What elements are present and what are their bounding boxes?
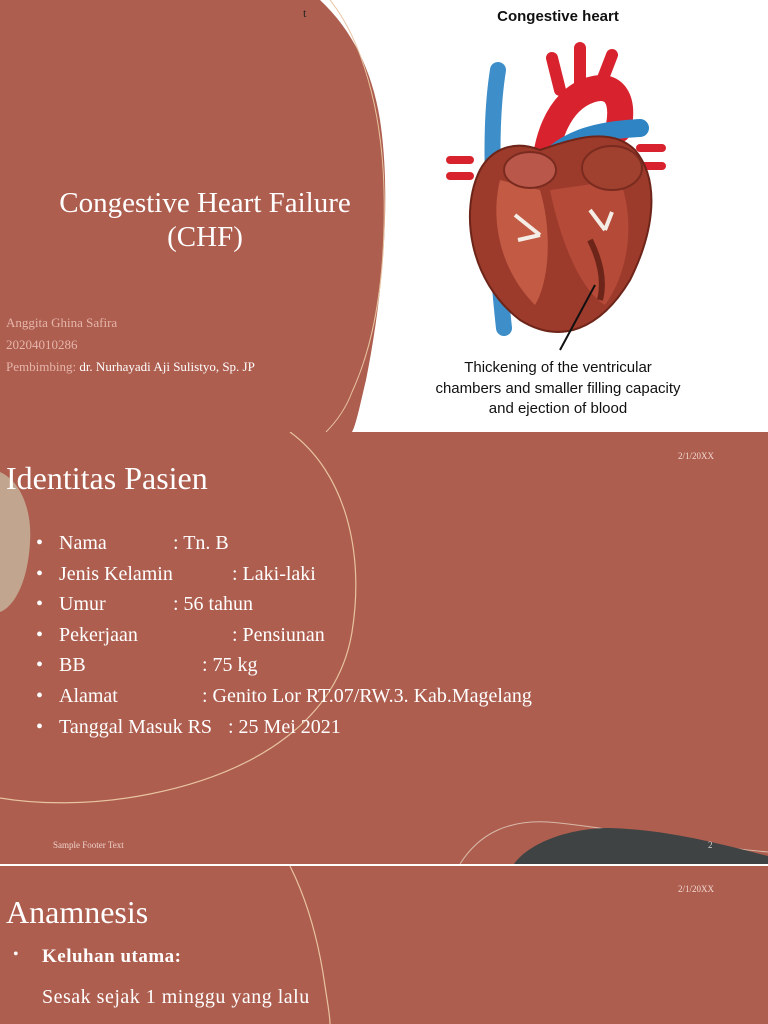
slide-footer: Sample Footer Text	[53, 840, 124, 850]
heart-image-caption	[410, 358, 706, 420]
slide-title	[0, 0, 768, 432]
caption-line-1: Thickening of the ventricular	[464, 359, 652, 376]
item-label: Jenis Kelamin	[59, 562, 173, 585]
bullet: •	[36, 715, 44, 738]
item-label: Pekerjaan	[59, 623, 138, 646]
heart-illustration	[440, 30, 680, 360]
supervisor-name: dr. Nurhayadi Aji Sulistyo, Sp. JP	[79, 359, 255, 374]
caption-line-2: chambers and smaller filling capacity	[435, 379, 681, 397]
item-label: Nama	[59, 532, 107, 554]
title-line-2: (CHF)	[167, 221, 243, 253]
author-name: Anggita Ghina Safira	[6, 315, 118, 330]
item-value: : Genito Lor RT.07/RW.3. Kab.Magelang	[202, 684, 532, 707]
bullet: •	[36, 684, 44, 707]
item-label: BB	[59, 654, 86, 677]
slide-date: 2/1/20XX	[678, 884, 714, 894]
title-line-1: Congestive Heart Failure	[59, 187, 351, 219]
item-value: : 25 Mei 2021	[228, 715, 341, 738]
bullet: •	[13, 946, 19, 963]
slide-identitas-pasien	[0, 432, 768, 864]
bullet: •	[36, 623, 44, 646]
heart-image-heading: Congestive heart	[497, 8, 619, 25]
bullet: •	[36, 562, 44, 585]
page-number: 2	[708, 840, 713, 850]
slide-title: Identitas Pasien	[6, 460, 208, 496]
partial-text: t	[303, 6, 307, 20]
item-value: : Tn. B	[173, 532, 229, 554]
item-label: Tanggal Masuk RS	[59, 715, 213, 738]
item-value: : 75 kg	[202, 654, 258, 677]
item-label: Alamat	[59, 684, 118, 707]
bullet: •	[36, 654, 44, 677]
item-value: : Pensiunan	[232, 623, 325, 646]
chief-complaint-label: Keluhan utama:	[42, 946, 182, 967]
chief-complaint-text: Sesak sejak 1 minggu yang lalu	[42, 986, 310, 1008]
bullet: •	[36, 593, 44, 616]
student-id: 20204010286	[6, 337, 78, 352]
slide-date: 2/1/20XX	[678, 451, 714, 461]
slide-anamnesis	[0, 866, 768, 1024]
presentation-title	[20, 186, 390, 254]
caption-line-3: and ejection of blood	[488, 400, 628, 417]
item-label: Umur	[59, 593, 106, 616]
item-value: : 56 tahun	[173, 593, 253, 616]
slide-title: Anamnesis	[6, 894, 149, 930]
supervisor	[6, 359, 255, 375]
item-value: : Laki-laki	[232, 562, 316, 585]
bullet: •	[36, 532, 44, 554]
supervisor-label: Pembimbing:	[6, 359, 77, 374]
